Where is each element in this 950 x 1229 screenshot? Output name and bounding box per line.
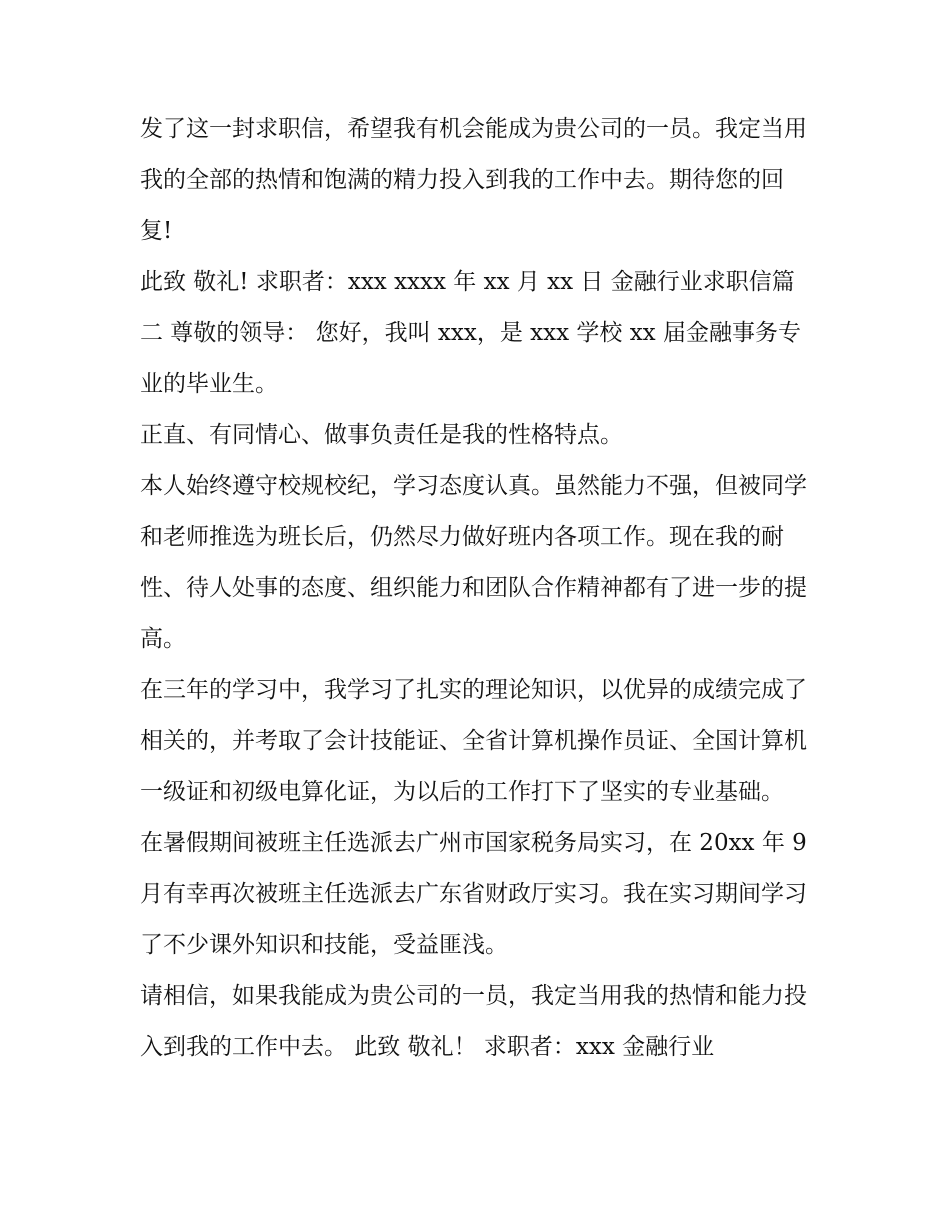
paragraph-school-conduct: 本人始终遵守校规校纪，学习态度认真。虽然能力不强，但被同学和老师推选为班长后，仍然尽力做好班内各项工作。现在我的耐性、待人处事的态度、组织能力和团队合作精神都有了进一步的提高。	[140, 473, 807, 652]
paragraph-study-certificates: 在三年的学习中，我学习了扎实的理论知识，以优异的成绩完成了相关的，并考取了会计技能证、全省计算机操作员证、全国计算机一级证和初级电算化证，为以后的工作打下了坚实的专业基础。	[140, 677, 807, 805]
paragraph-internship: 在暑假期间被班主任选派去广州市国家税务局实习，在 20xx 年 9 月有幸再次被班主任选派去广东省财政厅实习。我在实习期间学习了不少课外知识和技能，受益匪浅。	[140, 830, 807, 958]
paragraph-personality: 正直、有同情心、做事负责任是我的性格特点。	[140, 422, 623, 448]
paragraph-closing-request: 发了这一封求职信，希望我有机会能成为贵公司的一员。我定当用我的全部的热情和饱满的精力投入到我的工作中去。期待您的回复!	[140, 116, 807, 244]
paragraph-closing: 请相信，如果我能成为贵公司的一员，我定当用我的热情和能力投入到我的工作中去。 此致 敬礼！ 求职者：xxx 金融行业	[140, 983, 807, 1060]
paragraph-salutation-intro: 此致 敬礼! 求职者：xxx xxxx 年 xx 月 xx 日 金融行业求职信篇二 尊敬的领导： 您好，我叫 xxx，是 xxx 学校 xx 届金融事务专业的毕业生。	[140, 269, 801, 397]
document-body	[140, 104, 812, 1073]
